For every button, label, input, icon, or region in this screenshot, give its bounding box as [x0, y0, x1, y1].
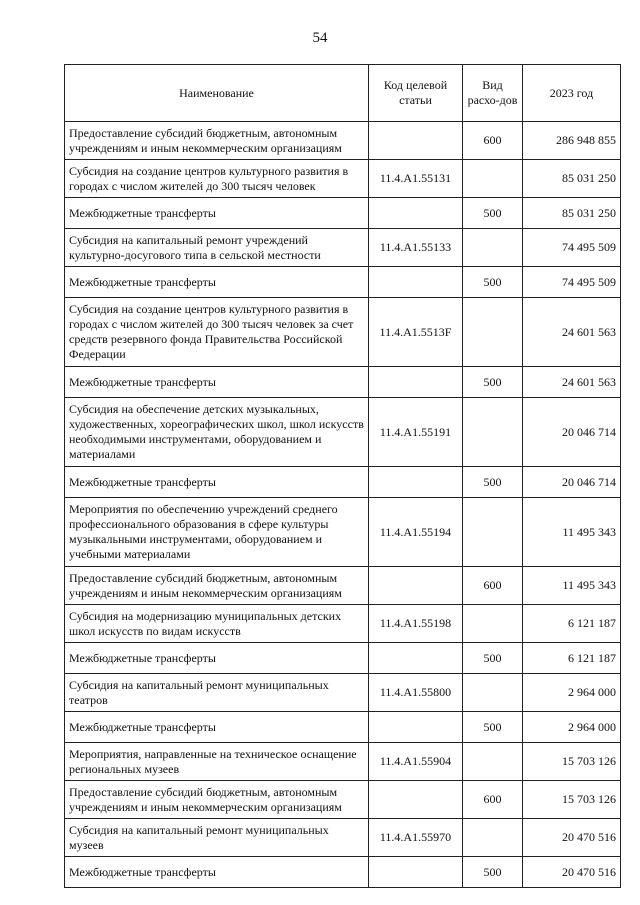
row-code [369, 567, 463, 605]
row-amount: 2 964 000 [523, 712, 621, 743]
row-code: 11.4.А1.55194 [369, 498, 463, 567]
row-code: 11.4.А1.55133 [369, 229, 463, 267]
row-amount: 15 703 126 [523, 743, 621, 781]
table-row [65, 160, 621, 198]
row-amount: 6 121 187 [523, 643, 621, 674]
table-row [65, 819, 621, 857]
table-row [65, 781, 621, 819]
row-type [463, 298, 523, 367]
table-row [65, 643, 621, 674]
header-name: Наименование [65, 65, 369, 122]
row-name: Субсидия на капитальный ремонт муниципальных музеев [65, 819, 369, 857]
table-row [65, 674, 621, 712]
table-row [65, 229, 621, 267]
row-amount: 20 046 714 [523, 467, 621, 498]
row-amount: 20 046 714 [523, 398, 621, 467]
row-name: Предоставление субсидий бюджетным, автономным учреждениям и иным некоммерческим организациям [65, 122, 369, 160]
row-name: Межбюджетные трансферты [65, 367, 369, 398]
row-name: Мероприятия по обеспечению учреждений среднего профессионального образования в сфере культуры музыкальными инструментами, оборудованием и учебными материалами [65, 498, 369, 567]
table-row [65, 567, 621, 605]
row-type: 500 [463, 267, 523, 298]
row-code [369, 267, 463, 298]
row-amount: 6 121 187 [523, 605, 621, 643]
header-year: 2023 год [523, 65, 621, 122]
row-code [369, 367, 463, 398]
row-name: Межбюджетные трансферты [65, 712, 369, 743]
row-code: 11.4.А1.55800 [369, 674, 463, 712]
row-amount: 20 470 516 [523, 819, 621, 857]
table-row [65, 298, 621, 367]
table-row [65, 498, 621, 567]
row-code [369, 857, 463, 888]
table-header [65, 65, 621, 122]
table-row [65, 267, 621, 298]
row-code: 11.4.А1.55904 [369, 743, 463, 781]
row-code [369, 781, 463, 819]
row-code [369, 643, 463, 674]
page-number: 54 [312, 30, 328, 46]
table-row [65, 398, 621, 467]
row-amount: 24 601 563 [523, 298, 621, 367]
row-code [369, 122, 463, 160]
row-type: 500 [463, 712, 523, 743]
row-amount: 74 495 509 [523, 229, 621, 267]
row-code [369, 467, 463, 498]
row-type: 500 [463, 643, 523, 674]
row-type: 500 [463, 857, 523, 888]
row-amount: 85 031 250 [523, 160, 621, 198]
row-type: 600 [463, 567, 523, 605]
row-amount: 20 470 516 [523, 857, 621, 888]
row-name: Межбюджетные трансферты [65, 267, 369, 298]
row-name: Предоставление субсидий бюджетным, автономным учреждениям и иным некоммерческим организациям [65, 781, 369, 819]
table-row [65, 367, 621, 398]
row-type [463, 498, 523, 567]
row-amount: 11 495 343 [523, 498, 621, 567]
row-code: 11.4.А1.55970 [369, 819, 463, 857]
table-row [65, 743, 621, 781]
row-amount: 74 495 509 [523, 267, 621, 298]
row-type [463, 398, 523, 467]
row-amount: 85 031 250 [523, 198, 621, 229]
table-row [65, 467, 621, 498]
row-name: Субсидия на модернизацию муниципальных детских школ искусств по видам искусств [65, 605, 369, 643]
row-type [463, 229, 523, 267]
table-row [65, 198, 621, 229]
budget-table [64, 64, 621, 888]
row-name: Субсидия на обеспечение детских музыкальных, художественных, хореографических школ, школ искусств необходимыми инструментами, оборудованием и материалами [65, 398, 369, 467]
row-code: 11.4.А1.5513F [369, 298, 463, 367]
row-code: 11.4.А1.55131 [369, 160, 463, 198]
row-code [369, 198, 463, 229]
table-row [65, 605, 621, 643]
row-type: 600 [463, 122, 523, 160]
row-code [369, 712, 463, 743]
row-type [463, 160, 523, 198]
header-code: Код целевой статьи [369, 65, 463, 122]
row-type: 600 [463, 781, 523, 819]
row-amount: 2 964 000 [523, 674, 621, 712]
row-name: Межбюджетные трансферты [65, 467, 369, 498]
table-body [65, 122, 621, 888]
row-amount: 15 703 126 [523, 781, 621, 819]
row-type: 500 [463, 367, 523, 398]
row-name: Межбюджетные трансферты [65, 857, 369, 888]
row-name: Межбюджетные трансферты [65, 643, 369, 674]
row-name: Субсидия на капитальный ремонт учреждений культурно-досугового типа в сельской местности [65, 229, 369, 267]
row-code: 11.4.А1.55191 [369, 398, 463, 467]
header-type: Вид расхо-дов [463, 65, 523, 122]
row-type [463, 743, 523, 781]
row-name: Субсидия на создание центров культурного развития в городах с числом жителей до 300 тысяч человек за счет средств резервного фонда Правительства Российской Федерации [65, 298, 369, 367]
row-type: 500 [463, 467, 523, 498]
row-type [463, 605, 523, 643]
row-code: 11.4.А1.55198 [369, 605, 463, 643]
table-row [65, 857, 621, 888]
row-amount: 24 601 563 [523, 367, 621, 398]
row-name: Субсидия на капитальный ремонт муниципальных театров [65, 674, 369, 712]
row-name: Предоставление субсидий бюджетным, автономным учреждениям и иным некоммерческим организациям [65, 567, 369, 605]
row-type [463, 674, 523, 712]
table-row [65, 712, 621, 743]
row-type [463, 819, 523, 857]
row-amount: 286 948 855 [523, 122, 621, 160]
row-name: Субсидия на создание центров культурного развития в городах с числом жителей до 300 тысяч человек [65, 160, 369, 198]
row-name: Мероприятия, направленные на техническое оснащение региональных музеев [65, 743, 369, 781]
row-type: 500 [463, 198, 523, 229]
table-row [65, 122, 621, 160]
row-amount: 11 495 343 [523, 567, 621, 605]
row-name: Межбюджетные трансферты [65, 198, 369, 229]
